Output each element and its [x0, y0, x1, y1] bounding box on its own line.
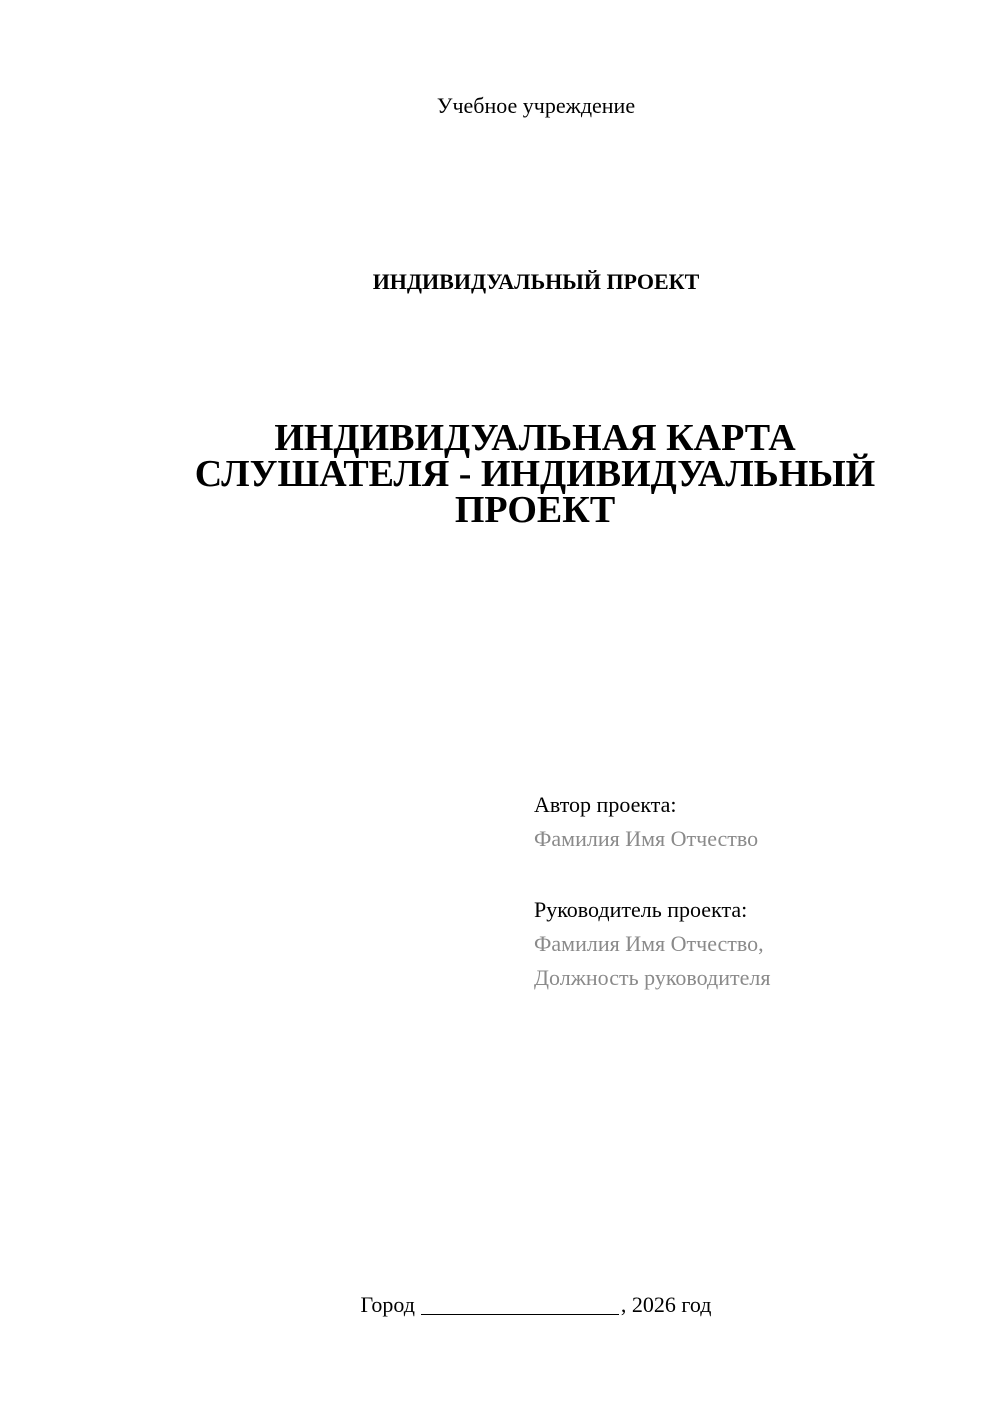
title-line: ИНДИВИДУАЛЬНАЯ КАРТА — [274, 417, 796, 459]
supervisor-name: Фамилия Имя Отчество, — [534, 931, 764, 956]
author-name: Фамилия Имя Отчество — [534, 826, 759, 851]
title-line: СЛУШАТЕЛЯ - ИНДИВИДУАЛЬНЫЙ — [194, 453, 876, 495]
institution-name: Учебное учреждение — [436, 93, 636, 118]
author-block — [534, 788, 954, 856]
supervisor-block — [534, 893, 954, 995]
subject-heading: ИНДИВИДУАЛЬНЫЙ ПРОЕКТ — [372, 269, 700, 294]
supervisor-label: Руководитель проекта: — [534, 897, 748, 922]
city-label: Город — [360, 1292, 415, 1317]
supervisor-position: Должность руководителя — [534, 965, 771, 990]
city-blank-line — [421, 1292, 619, 1315]
title-line: ПРОЕКТ — [454, 489, 616, 531]
author-label: Автор проекта: — [534, 792, 677, 817]
year-text: , 2026 год — [620, 1292, 712, 1317]
document-title — [150, 417, 920, 531]
city-year-line — [0, 1289, 1000, 1320]
